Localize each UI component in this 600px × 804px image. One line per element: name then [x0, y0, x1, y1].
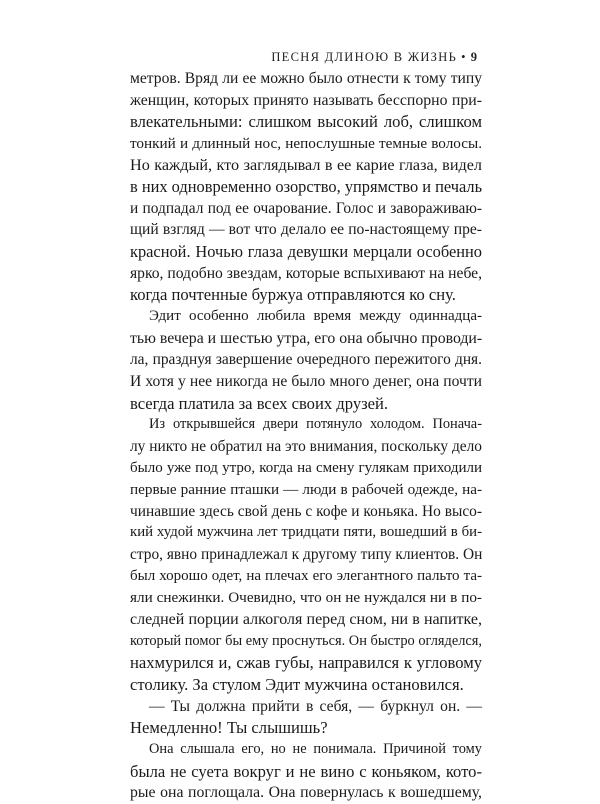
text-line: щий взгляд — вот что делало ее по-настоящему пре-	[130, 221, 482, 239]
text-line: тью вечера и шестью утра, его она обычно проводи-	[130, 329, 483, 347]
text-line: Из открывшейся двери потянуло холодом. Понача-	[149, 416, 482, 433]
text-line: лу никто не обратил на это внимания, поскольку дело	[130, 437, 483, 455]
text-line: следней порции алкоголя перед сном, ни в напитке,	[130, 611, 482, 629]
text-line: стро, явно принадлежал к другому типу клиентов. Он	[130, 546, 483, 564]
book-title: ПЕСНЯ ДЛИНОЮ В ЖИЗНЬ	[271, 50, 458, 64]
text-line: Немедленно! Ты слышишь?	[130, 718, 328, 738]
text-line: — Ты должна прийти в себя, — буркнул он. —	[149, 697, 482, 715]
text-line: было уже под утро, когда на смену гулякам приходили	[130, 459, 482, 476]
page-number: 9	[470, 50, 477, 64]
text-line: метров. Вряд ли ее можно было отнести к тому типу	[130, 70, 482, 87]
text-line: кий худой мужчина лет тридцати пяти, вошедший в би-	[130, 524, 482, 541]
text-line: был хорошо одет, на плечах его элегантного пальто та-	[130, 567, 482, 584]
text-line: тонкий и длинный нос, непослушные темные волосы.	[130, 134, 482, 152]
text-line: женщин, которых принято называть бесспорно при-	[130, 91, 482, 109]
text-line: первые ранние пташки — люди в рабочей одежде, на-	[130, 481, 482, 499]
text-line: Но каждый, кто заглядывал в ее карие глаза, видел	[130, 155, 482, 174]
text-line: в них одновременно озорство, упрямство и печаль	[130, 177, 483, 197]
text-line: рые она поглощала. Она повернулась к вошедшему,	[130, 784, 482, 802]
text-line: когда почтенные буржуа отправляются ко сну.	[130, 285, 456, 305]
text-line: И хотя у нее никогда не было много денег, она почти	[130, 372, 482, 390]
text-line: чинавшие здесь свой день с кофе и коньяка. Но высо-	[130, 502, 482, 520]
text-line: всегда платила за всех своих друзей.	[130, 393, 389, 413]
text-line: красной. Ночью глаза девушки мерцали особенно	[130, 242, 482, 262]
text-line: яли снежинки. Очевидно, что он не нуждался ни в по-	[130, 589, 482, 607]
text-line: Эдит особенно любила время между одиннадца-	[149, 308, 482, 325]
running-header	[271, 50, 477, 65]
text-line: была не суета вокруг и не вино с коньяком, кото-	[130, 761, 482, 781]
page-body	[130, 68, 482, 804]
text-line: который помог бы ему проснуться. Он быстро огляделся,	[130, 632, 482, 649]
text-line: столику. За стулом Эдит мужчина остановился.	[130, 674, 464, 694]
text-line: ла, празднуя завершение очередного пережитого дня.	[130, 351, 482, 369]
text-line: влекательными: слишком высокий лоб, слишком	[130, 112, 482, 132]
text-line: ярко, подобно звездам, которые вспыхивают на небе,	[130, 264, 482, 282]
header-separator: •	[461, 50, 467, 64]
text-line: нахмурился и, сжав губы, направился к угловому	[130, 653, 482, 673]
text-line: и подпадал под ее очарование. Голос и завораживаю-	[130, 199, 482, 217]
text-line: Она слышала его, но не понимала. Причиной тому	[149, 740, 482, 757]
